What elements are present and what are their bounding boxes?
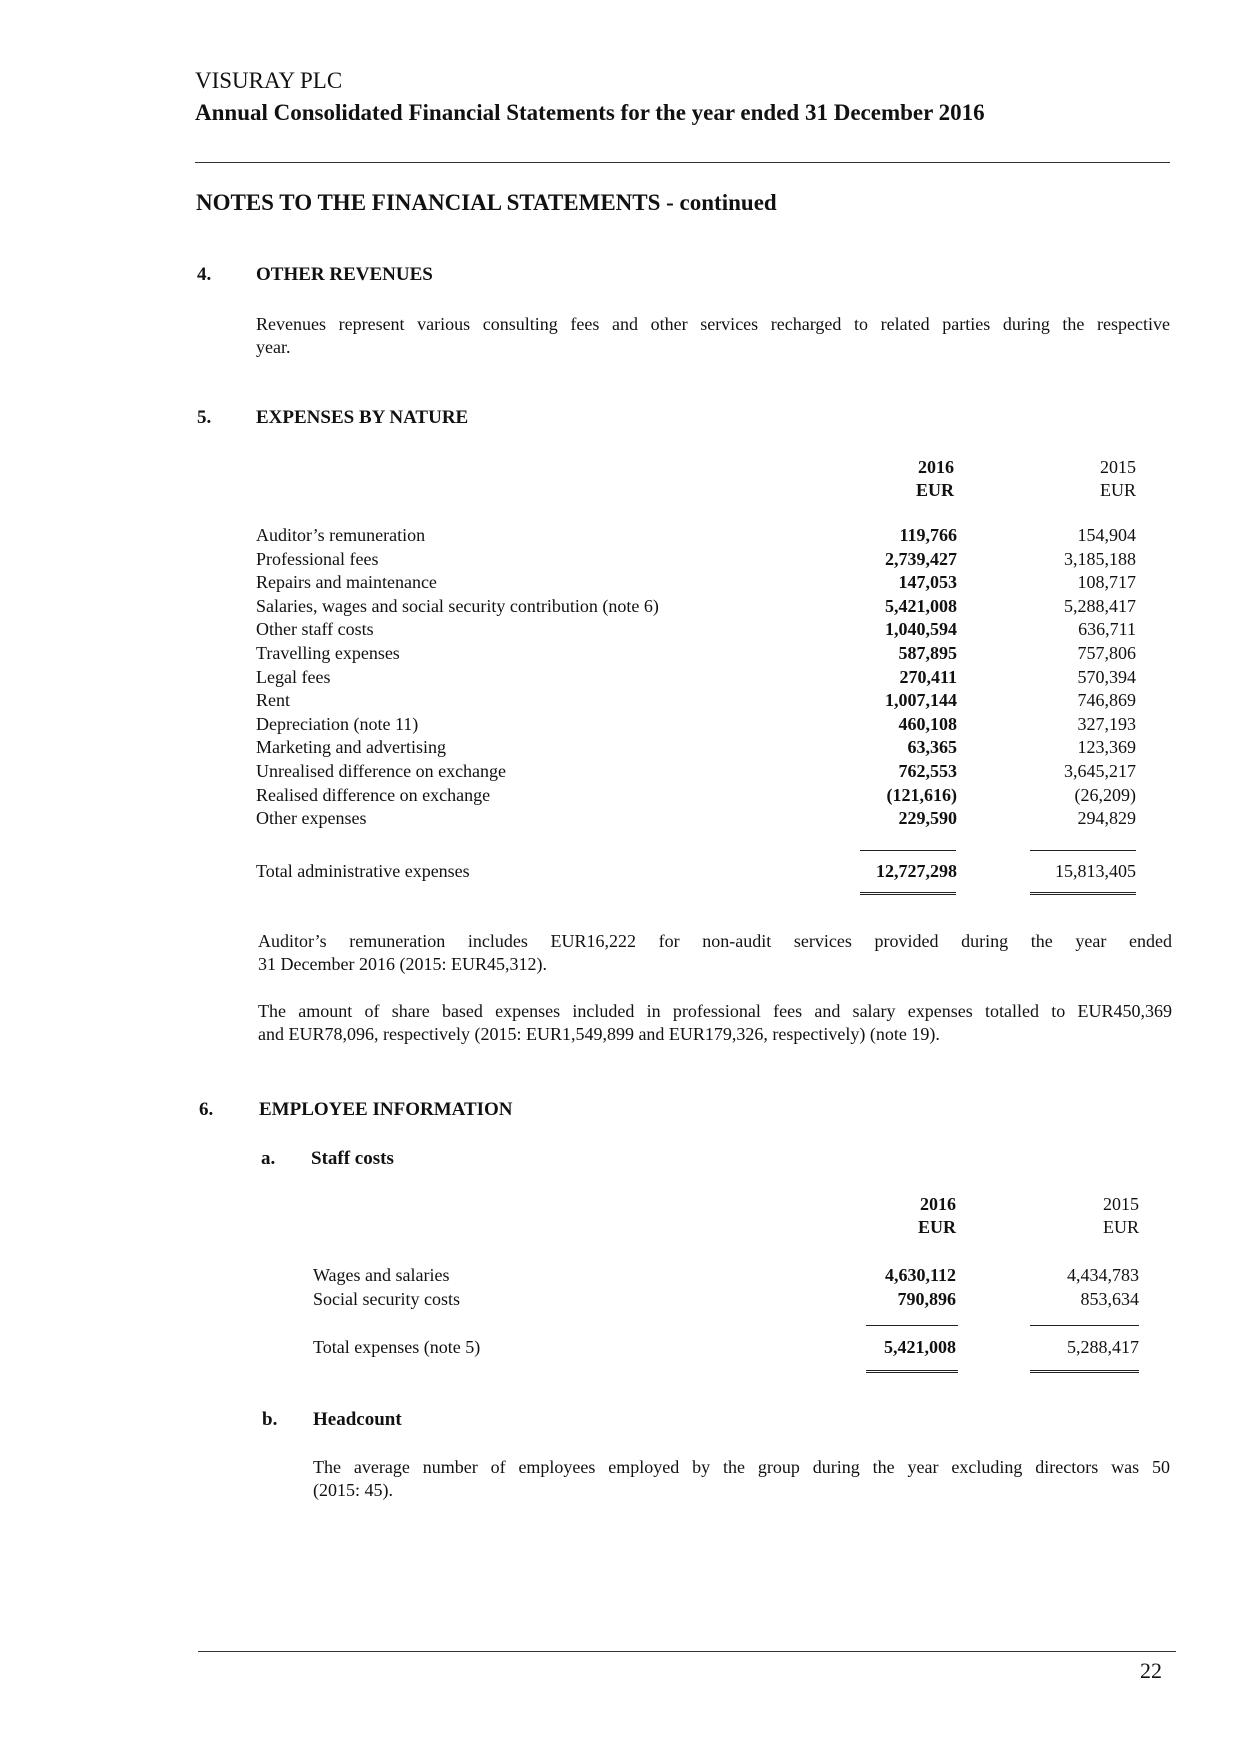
expense-row-value-2015: 5,288,417 (1064, 595, 1136, 616)
expense-row-value-2015: 757,806 (1077, 643, 1136, 663)
staff-total-2016: 5,421,008 (884, 1337, 956, 1357)
footer-divider (198, 1651, 1176, 1652)
note-5-title: EXPENSES BY NATURE (256, 407, 469, 428)
expense-row-value-2016: 460,108 (898, 713, 957, 734)
expense-row-value-2016: 2,739,427 (885, 548, 957, 569)
expense-row-value-2016: 147,053 (898, 572, 957, 593)
expense-row-value-2015: 123,369 (1077, 737, 1136, 758)
expense-row (256, 548, 1138, 571)
expenses-total-2015: 15,813,405 (1055, 861, 1136, 881)
expense-row-value-2015: 108,717 (1077, 572, 1136, 593)
expense-row-value-2016: (121,616) (886, 784, 957, 805)
staff-2016-total-double-line (866, 1370, 958, 1373)
staff-col-2016-year: 2016 (920, 1194, 956, 1214)
expense-row-label: Salaries, wages and social security contribution (note 6) (256, 595, 659, 616)
expense-row (256, 666, 1138, 689)
expense-row-value-2016: 63,365 (907, 737, 957, 758)
staff-total-row (313, 1336, 1139, 1359)
expenses-col-2016-header (860, 456, 954, 502)
note-5-number: 5. (197, 407, 212, 428)
headcount-text-line1: The average number of employees employed by the group during the year excluding directors was 50 (313, 1457, 1170, 1477)
expense-row-value-2015: 294,829 (1077, 808, 1136, 829)
expense-row (256, 736, 1138, 759)
expense-row-value-2015: 327,193 (1077, 713, 1136, 734)
note-6-number: 6. (199, 1099, 214, 1120)
expense-row (256, 713, 1138, 736)
expenses-col-2015-year: 2015 (1100, 457, 1136, 477)
expense-row (256, 595, 1138, 618)
expense-row (256, 784, 1138, 807)
staff-cost-row-value-2015: 4,434,783 (1067, 1265, 1139, 1285)
staff-2015-subtotal-line (1030, 1325, 1139, 1326)
expense-row-value-2016: 1,007,144 (885, 690, 957, 711)
expenses-col-2016-year: 2016 (918, 457, 954, 477)
expenses-total-row (256, 860, 1138, 883)
staff-total-2015: 5,288,417 (1067, 1337, 1139, 1357)
auditor-remuneration-note-line1: Auditor’s remuneration includes EUR16,222 for non-audit services provided during the year ended (258, 931, 1172, 951)
expenses-col-2015-header (1030, 456, 1136, 502)
expense-row-value-2016: 119,766 (899, 525, 957, 545)
expense-row-value-2015: 3,185,188 (1064, 548, 1136, 569)
headcount-text-line2: (2015: 45). (313, 1480, 393, 1500)
expense-row-value-2016: 1,040,594 (885, 619, 957, 640)
staff-cost-row-value-2016: 790,896 (897, 1288, 956, 1309)
staff-cost-row-label: Social security costs (313, 1288, 460, 1309)
staff-cost-row (313, 1264, 1139, 1287)
share-based-expenses-note-line2: and EUR78,096, respectively (2015: EUR1,549,899 and EUR179,326, respectively) (note 19). (258, 1024, 940, 1044)
expense-row-label: Realised difference on exchange (256, 784, 491, 805)
staff-col-2016-currency: EUR (917, 1217, 956, 1237)
staff-col-2015-currency: EUR (1103, 1217, 1139, 1237)
expense-row (256, 524, 1138, 547)
expenses-col-2015-currency: EUR (1100, 480, 1136, 500)
expenses-col-2016-currency: EUR (915, 480, 954, 500)
staff-col-2015-year: 2015 (1103, 1194, 1139, 1214)
staff-cost-row-label: Wages and salaries (313, 1265, 450, 1285)
note-4-title: OTHER REVENUES (256, 264, 433, 285)
company-name: VISURAY PLC (195, 68, 343, 93)
note-4-text-line2: year. (256, 337, 291, 357)
expense-row-label: Repairs and maintenance (256, 572, 437, 593)
staff-total-label: Total expenses (note 5) (313, 1337, 481, 1357)
expense-row-value-2015: 746,869 (1077, 690, 1136, 711)
expenses-2015-total-double-line (1030, 892, 1136, 895)
expense-row-value-2015: 3,645,217 (1064, 761, 1136, 781)
expenses-2015-subtotal-line (1030, 850, 1136, 851)
expense-row-label: Auditor’s remuneration (256, 525, 426, 545)
expense-row-value-2016: 587,895 (898, 643, 957, 663)
document-subtitle: Annual Consolidated Financial Statements for the year ended 31 December 2016 (195, 100, 985, 125)
expense-row-value-2016: 762,553 (898, 761, 957, 781)
expense-row-label: Travelling expenses (256, 643, 400, 663)
auditor-remuneration-note-line2: 31 December 2016 (2015: EUR45,312). (258, 954, 547, 974)
staff-2016-subtotal-line (866, 1325, 958, 1326)
expense-row-value-2015: 636,711 (1078, 619, 1136, 640)
expense-row-value-2016: 229,590 (898, 808, 957, 829)
note-6a-letter: a. (261, 1148, 276, 1169)
expense-row-label: Marketing and advertising (256, 737, 446, 758)
expense-row (256, 642, 1138, 665)
expenses-total-2016: 12,727,298 (876, 861, 957, 881)
note-6b-letter: b. (262, 1409, 278, 1430)
note-4-text-line1: Revenues represent various consulting fees and other services recharged to related parties during the respective (256, 314, 1170, 334)
staff-col-2016-header (860, 1193, 956, 1239)
section-title: NOTES TO THE FINANCIAL STATEMENTS - continued (196, 190, 777, 215)
expense-row-value-2015: (26,209) (1074, 784, 1136, 805)
expense-row-label: Depreciation (note 11) (256, 713, 419, 734)
expense-row-label: Other expenses (256, 808, 367, 829)
expenses-total-label: Total administrative expenses (256, 861, 470, 881)
expense-row (256, 571, 1138, 594)
staff-col-2015-header (1030, 1193, 1139, 1239)
expense-row-label: Unrealised difference on exchange (256, 761, 507, 781)
share-based-expenses-note-line1: The amount of share based expenses included in professional fees and salary expenses totalled to EUR450,369 (258, 1001, 1172, 1021)
expense-row-value-2016: 5,421,008 (885, 595, 957, 616)
expense-row-value-2016: 270,411 (899, 666, 957, 687)
note-6a-title: Staff costs (311, 1148, 394, 1169)
expense-row-label: Rent (256, 690, 290, 711)
note-6-title: EMPLOYEE INFORMATION (259, 1099, 513, 1120)
expense-row-label: Legal fees (256, 666, 331, 687)
expense-row (256, 618, 1138, 641)
expense-row (256, 807, 1138, 830)
expense-row (256, 689, 1138, 712)
header-divider (195, 162, 1170, 163)
staff-cost-row (313, 1288, 1139, 1311)
note-4-number: 4. (197, 264, 212, 285)
expense-row-label: Other staff costs (256, 619, 374, 640)
expenses-2016-total-double-line (860, 892, 956, 895)
page-number: 22 (1140, 1658, 1162, 1683)
expenses-2016-subtotal-line (860, 850, 956, 851)
note-6b-title: Headcount (313, 1409, 402, 1430)
expense-row (256, 760, 1138, 783)
staff-2015-total-double-line (1030, 1370, 1139, 1373)
expense-row-label: Professional fees (256, 548, 379, 569)
expense-row-value-2015: 570,394 (1077, 666, 1136, 687)
staff-cost-row-value-2016: 4,630,112 (884, 1265, 956, 1285)
staff-cost-row-value-2015: 853,634 (1080, 1288, 1139, 1309)
expense-row-value-2015: 154,904 (1077, 525, 1136, 545)
